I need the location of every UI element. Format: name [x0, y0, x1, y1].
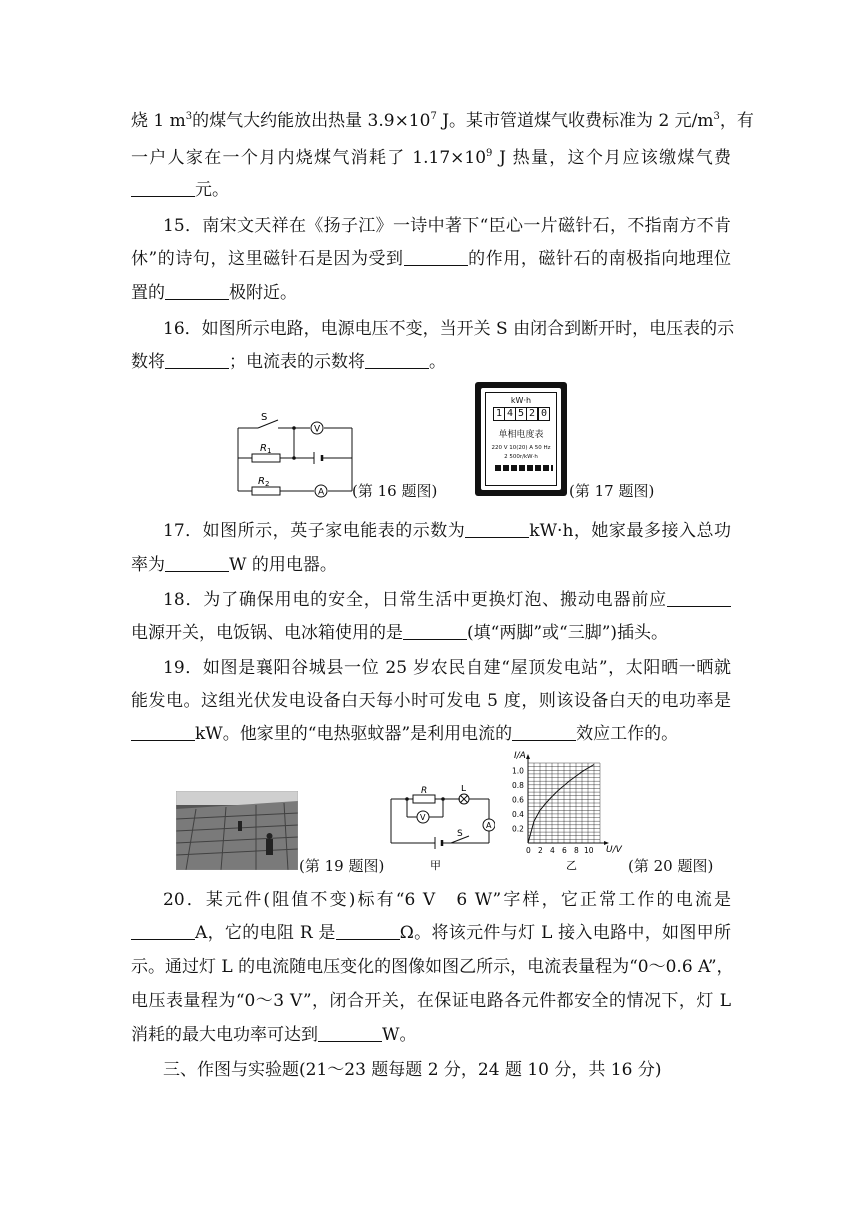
section-3-heading: 三、作图与实验题(21～23 题每题 2 分，24 题 10 分，共 16 分) [163, 1060, 662, 1080]
resistor-r [413, 795, 435, 803]
voltmeter-label: V [420, 813, 426, 822]
q20-line-4: 电压表量程为“0～3 V”，闭合开关，在保证电路各元件都安全的情况下，灯 L [131, 991, 731, 1011]
q17-figure-caption: (第 17 题图) [569, 482, 655, 500]
r2-label: R [258, 476, 265, 487]
y-tick-label: 1.0 [512, 766, 524, 776]
r1-subscript: 1 [267, 447, 272, 455]
x-tick-label: 10 [584, 846, 594, 855]
meter-unit: kW·h [510, 396, 532, 405]
q20-line-5: 消耗的最大电功率可达到 W。 [131, 1025, 417, 1045]
ammeter-label: A [318, 487, 325, 498]
q19-figure-caption: (第 19 题图) [299, 857, 385, 875]
q20-line-2: A，它的电阻 R 是 Ω。将该元件与灯 L 接入电路中，如图甲所 [131, 923, 731, 943]
r-label: R [421, 786, 428, 796]
resistor-r1 [252, 454, 280, 462]
r1-label: R [260, 443, 267, 454]
answer-blank[interactable] [131, 925, 195, 940]
y-tick-label: 0.4 [512, 809, 524, 819]
q16-line-2: 数将 ；电流表的示数将 。 [131, 352, 446, 372]
answer-blank[interactable] [131, 182, 195, 197]
q20-line-1: 20．某元件(阻值不变)标有“6 V 6 W”字样，它正常工作的电流是 [163, 890, 731, 910]
switch-label: S [457, 829, 463, 839]
lamp-iu-curve [528, 765, 594, 844]
q20-figure-caption: (第 20 题图) [628, 857, 714, 875]
graph-grid [528, 763, 600, 843]
q14-line-3: 元。 [131, 180, 731, 200]
x-tick-label: 6 [562, 846, 567, 855]
resistor-r2 [252, 487, 280, 495]
voltmeter-label: V [314, 424, 321, 435]
graph-tick-labels [512, 766, 594, 855]
answer-blank[interactable] [465, 523, 529, 538]
meter-spec-2: 2 500r/kW·h [504, 454, 538, 460]
axis-lines [528, 757, 606, 843]
answer-blank[interactable] [165, 354, 229, 369]
q14-line-1: 烧 1 $m^3$的煤气大约能放出热量 $3.9\times 10^7$ J。某市管道煤气收费标准为 2 元$/m^3$，有 [131, 111, 754, 131]
lamp-label: L [461, 785, 467, 794]
answer-blank[interactable] [165, 285, 229, 300]
answer-blank[interactable] [318, 1027, 382, 1042]
x-tick-label: 0 [526, 846, 531, 855]
y-tick-label: 0.2 [512, 824, 524, 834]
q14-line-2: 一户人家在一个月内烧煤气消耗了 $1.17\times 10^9$ J 热量，这个月应该缴煤气费 [131, 148, 731, 168]
answer-blank[interactable] [512, 726, 576, 741]
q16-line-1: 16．如图所示电路，电源电压不变，当开关 S 由闭合到断开时，电压表的示 [163, 319, 735, 339]
solar-panel-photo [176, 791, 298, 870]
electric-meter [475, 382, 567, 496]
q16-circuit-diagram [230, 408, 355, 498]
answer-blank[interactable] [336, 925, 400, 940]
answer-blank[interactable] [365, 354, 429, 369]
q15-line-2: 休”的诗句，这里磁针石是因为受到 的作用，磁针石的南极指向地理位 [131, 249, 731, 269]
x-axis-label: U/V [606, 845, 622, 855]
ammeter-label: A [486, 821, 492, 830]
q19-line-2: 能发电。这组光伏发电设备白天每小时可发电 5 度，则该设备白天的电功率是 [131, 691, 731, 711]
meter-digits: 1 4 5 2 0 [493, 407, 550, 421]
y-tick-label: 0.6 [512, 795, 524, 805]
q17-line-1: 17．如图所示，英子家电能表的示数为 kW·h，她家最多接入总功 [163, 521, 731, 541]
y-axis-label: I/A [514, 751, 526, 761]
q20-line-3: 示。通过灯 L 的电流随电压变化的图像如图乙所示，电流表量程为“0～0.6 A”， [131, 957, 734, 977]
answer-blank[interactable] [667, 592, 731, 607]
q19-line-1: 19．如图是襄阳谷城县一位 25 岁农民自建“屋顶发电站”，太阳晒一晒就 [163, 658, 731, 678]
q20-circuit-diagram [385, 785, 495, 875]
q20-iu-graph [506, 746, 626, 874]
q18-line-2: 电源开关，电饭锅、电冰箱使用的是 (填“两脚”或“三脚”)插头。 [131, 623, 669, 643]
q15-line-3: 置的 极附近。 [131, 283, 297, 303]
circuit-name-jia: 甲 [430, 859, 441, 872]
q17-line-2: 率为 W 的用电器。 [131, 555, 337, 575]
answer-blank[interactable] [404, 251, 468, 266]
meter-spec-1: 220 V 10(20) A 50 Hz [491, 445, 551, 451]
answer-blank[interactable] [403, 625, 467, 640]
q18-line-1: 18．为了确保用电的安全，日常生活中更换灯泡、搬动电器前应 [163, 590, 731, 610]
answer-blank[interactable] [165, 557, 229, 572]
y-tick-label: 0.8 [512, 780, 524, 790]
q16-figure-caption: (第 16 题图) [352, 482, 438, 500]
graph-name-yi: 乙 [566, 859, 577, 872]
x-tick-label: 2 [538, 846, 543, 855]
meter-name: 单相电度表 [498, 430, 544, 440]
r2-subscript: 2 [265, 480, 270, 488]
q15-line-1: 15．南宋文天祥在《扬子江》一诗中著下“臣心一片磁针石，不指南方不肯 [163, 216, 731, 236]
x-tick-label: 8 [574, 846, 579, 855]
x-tick-label: 4 [550, 846, 555, 855]
answer-blank[interactable] [131, 726, 195, 741]
switch-label: S [261, 412, 268, 423]
q19-line-3: kW。他家里的“电热驱蚊器”是利用电流的 效应工作的。 [131, 724, 731, 744]
meter-terminal-strip [495, 465, 553, 471]
